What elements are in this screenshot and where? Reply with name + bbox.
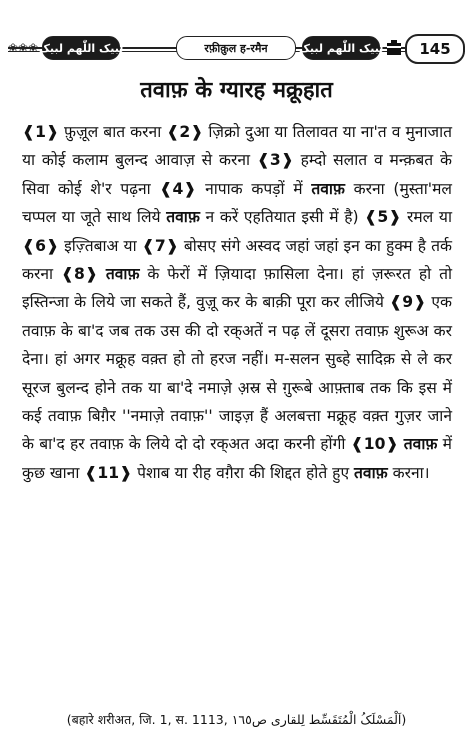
body-text-segment: में कुछ खाना: [22, 435, 452, 482]
item-number: ❰10❱: [350, 435, 399, 454]
body-paragraph: [22, 118, 452, 487]
item-number: ❰7❱: [141, 236, 179, 255]
body-text-segment: रमल या: [401, 208, 452, 227]
body-text-segment: [98, 265, 106, 283]
item-number: ❰9❱: [389, 293, 427, 312]
labbaik-badge-left: لبیک اللّٰھم لبیک: [42, 36, 120, 60]
item-number: ❰11❱: [84, 463, 133, 482]
item-number: ❰3❱: [256, 151, 294, 170]
emphasis-text: तवाफ़: [166, 208, 200, 227]
body-text-segment: करना (मुस्ता'मल चप्पल या जूते साथ लिये: [22, 179, 452, 227]
item-number: ❰2❱: [166, 123, 204, 141]
page-header: [8, 34, 465, 62]
item-number: ❰5❱: [364, 208, 402, 227]
page-number: 145: [405, 34, 465, 64]
labbaik-badge-right: لبیک اللّٰھم لبیک: [302, 36, 380, 60]
emphasis-text: तवाफ़: [354, 463, 388, 482]
body-text-segment: न करें एहतियात इसी में है): [199, 208, 365, 227]
body-text-segment: बोसए संगे अस्वद जहां जहां इन का हुक्म है तर्क करना: [22, 236, 452, 284]
item-number: ❰8❱: [60, 265, 98, 284]
kaaba-icon: [385, 38, 403, 56]
item-number: ❰6❱: [22, 236, 59, 255]
body-text-segment: ज़िक्रो दुआ या तिलावत या ना'त व मुनाजात या कोई कलाम बुलन्द आवाज़ से करना: [22, 123, 452, 170]
source-citation: (बहारे शरीअत, जि. 1, स. 1113, اَلْمَسْلَکُ الْمُتَقَسِّط لِلقاری ص۱٦٥): [66, 712, 407, 727]
body-text-segment: के फेरों में ज़ियादा फ़ासिला देना। हां ज़रूरत हो तो इस्तिन्जा के लिये जा सकते हैं, वुज़ू कर के बाक़ी पूरा कर लीजिये: [22, 265, 452, 312]
item-number: ❰1❱: [22, 123, 59, 141]
body-text-segment: करना।: [387, 463, 430, 482]
makruhat-list: [22, 118, 452, 487]
body-text-segment: नापाक कपड़ों में: [196, 179, 312, 198]
running-title: रफ़ीक़ुल ह-रमैन: [176, 36, 296, 60]
item-number: ❰4❱: [159, 179, 197, 198]
body-text-segment: हम्दो सलात व मन्क़बत के सिवा कोई शे'र पढ़ना: [22, 151, 452, 198]
emphasis-text: तवाफ़: [105, 265, 140, 284]
emphasis-text: तवाफ़: [403, 435, 438, 454]
body-text-segment: पेशाब या रीह वग़ैरा की शिद्दत होते हुए: [132, 463, 355, 482]
ornament-left: ❀❀❀: [8, 41, 39, 55]
body-text-segment: फ़ुज़ूल बात करना: [58, 123, 167, 141]
section-heading: तवाफ़ के ग्यारह मक्रूहात: [140, 78, 333, 103]
emphasis-text: तवाफ़: [311, 179, 345, 198]
body-text-segment: इज़्तिबाअ या: [58, 236, 142, 255]
body-text-segment: एक तवाफ़ के बा'द जब तक उस की दो रक्अतें न पढ़ लें दूसरा तवाफ़ शुरूअ कर देना। हां अगर मक्रूह वक़्त हो तो हरज नहीं। म-सलन सुब्हे सादिक़ से ले कर सूरज बुलन्द होने तक या बा'दे नमाज़े अ़स्र से ग़ुरूबे आफ़्ताब तक कि इस में कई तवाफ़ बिग़ैर ''नमाज़े तवाफ़'' जाइज़ हैं अलबत्ता मक्रूह वक़्त गुज़र जाने के बा'द हर तवाफ़ के लिये दो दो रक्अत अदा करनी होंगी: [22, 293, 452, 454]
